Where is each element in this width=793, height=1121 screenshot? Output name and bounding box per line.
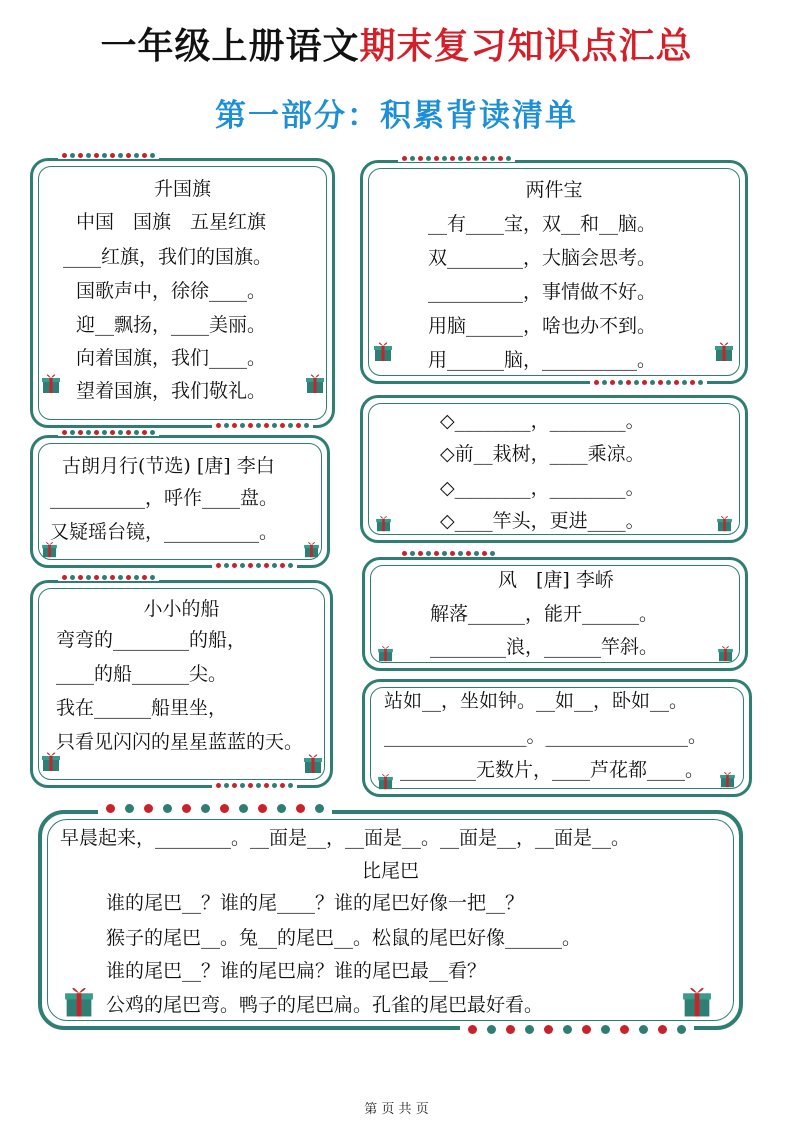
gift-icon bbox=[42, 372, 60, 394]
text-line: 站如__，坐如钟。__如__，卧如__。 bbox=[384, 690, 689, 712]
text-line: __有____宝，双__和__脑。 bbox=[428, 213, 657, 235]
text-line: 望着国旗，我们敬礼。 bbox=[76, 380, 267, 402]
page-subtitle: 第一部分：积累背读清单 bbox=[215, 98, 578, 134]
card-dots bbox=[212, 561, 297, 569]
gift-icon bbox=[715, 340, 733, 362]
gift-icon bbox=[718, 644, 733, 662]
text-line: 用______脑，__________。 bbox=[428, 349, 657, 371]
page-title bbox=[0, 18, 793, 69]
card-dots bbox=[398, 549, 499, 557]
card-dots bbox=[398, 154, 515, 162]
text-line: __________，事情做不好。 bbox=[428, 281, 657, 303]
text-line: _______________。_______________。 bbox=[384, 725, 708, 747]
gift-icon bbox=[304, 540, 319, 558]
text-line: ____红旗，我们的国旗。 bbox=[63, 246, 273, 268]
card-dots bbox=[590, 378, 707, 386]
card-dots bbox=[58, 428, 159, 436]
card-dots bbox=[212, 421, 313, 429]
text-line: 解落______，能开______。 bbox=[430, 603, 659, 625]
text-line: 公鸡的尾巴弯。鸭子的尾巴扁。孔雀的尾巴最好看。 bbox=[106, 994, 544, 1016]
gift-icon bbox=[42, 750, 60, 772]
title-black-part: 一年级上册语文 bbox=[100, 26, 360, 67]
gift-icon bbox=[42, 540, 57, 558]
text-line: 向着国旗，我们____。 bbox=[76, 347, 267, 369]
text-line: 只看见闪闪的星星蓝蓝的天。 bbox=[56, 731, 304, 753]
card-title: 古朗月行(节选) [唐] 李白 bbox=[62, 455, 275, 477]
card-title: 风 [唐] 李峤 bbox=[498, 569, 614, 591]
text-line: ________无数片，____芦花都____。 bbox=[400, 759, 705, 781]
gift-icon bbox=[682, 984, 712, 1018]
card-dots bbox=[58, 151, 159, 159]
card-title: 比尾巴 bbox=[361, 860, 419, 882]
text-line: 中国 国旗 五星红旗 bbox=[76, 211, 267, 233]
title-red-part: 期末复习知识点汇总 bbox=[359, 26, 693, 67]
gift-icon bbox=[720, 770, 735, 788]
text-line: ◇____竿头，更进____。 bbox=[440, 510, 645, 532]
gift-icon bbox=[378, 644, 393, 662]
gift-icon bbox=[717, 514, 732, 532]
text-line: 早晨起来，________。__面是__，__面是__。__面是__，__面是__。 bbox=[60, 827, 631, 849]
card-dots bbox=[98, 802, 332, 814]
card-title: 升国旗 bbox=[153, 178, 211, 200]
text-line: ◇________，________。 bbox=[440, 477, 645, 499]
text-line: ◇前__栽树，____乘凉。 bbox=[440, 443, 645, 465]
text-line: 谁的尾巴__？谁的尾____？谁的尾巴好像一把__？ bbox=[106, 892, 525, 914]
gift-icon bbox=[306, 372, 324, 394]
text-line: ____的船______尖。 bbox=[56, 663, 228, 685]
text-line: 谁的尾巴__？谁的尾巴扁？谁的尾巴最__看？ bbox=[106, 960, 487, 982]
text-line: 弯弯的________的船， bbox=[56, 629, 247, 651]
gift-icon bbox=[304, 752, 322, 774]
gift-icon bbox=[374, 340, 392, 362]
text-line: __________，呼作____盘。 bbox=[50, 487, 279, 509]
card-title: 两件宝 bbox=[525, 179, 583, 201]
text-line: 用脑______，啥也办不到。 bbox=[428, 315, 657, 337]
card-dots bbox=[460, 1023, 694, 1035]
text-line: 猴子的尾巴__。兔__的尾巴__。松鼠的尾巴好像______。 bbox=[106, 927, 582, 949]
text-line: 双________，大脑会思考。 bbox=[428, 247, 657, 269]
text-line: ◇________，________。 bbox=[440, 410, 645, 432]
card-dots bbox=[212, 781, 297, 789]
text-line: 我在______船里坐， bbox=[56, 697, 228, 719]
text-line: ________浪，______竿斜。 bbox=[430, 636, 659, 658]
gift-icon bbox=[376, 514, 391, 532]
card-title: 小小的船 bbox=[143, 598, 220, 620]
page-footer: 第 页 共 页 bbox=[364, 1102, 429, 1117]
text-line: 国歌声中，徐徐____。 bbox=[76, 280, 267, 302]
text-line: 又疑瑶台镜，__________。 bbox=[50, 521, 279, 543]
text-line: 迎__飘扬，____美丽。 bbox=[76, 314, 267, 336]
gift-icon bbox=[64, 984, 94, 1018]
gift-icon bbox=[378, 772, 393, 790]
card-dots bbox=[58, 573, 159, 581]
